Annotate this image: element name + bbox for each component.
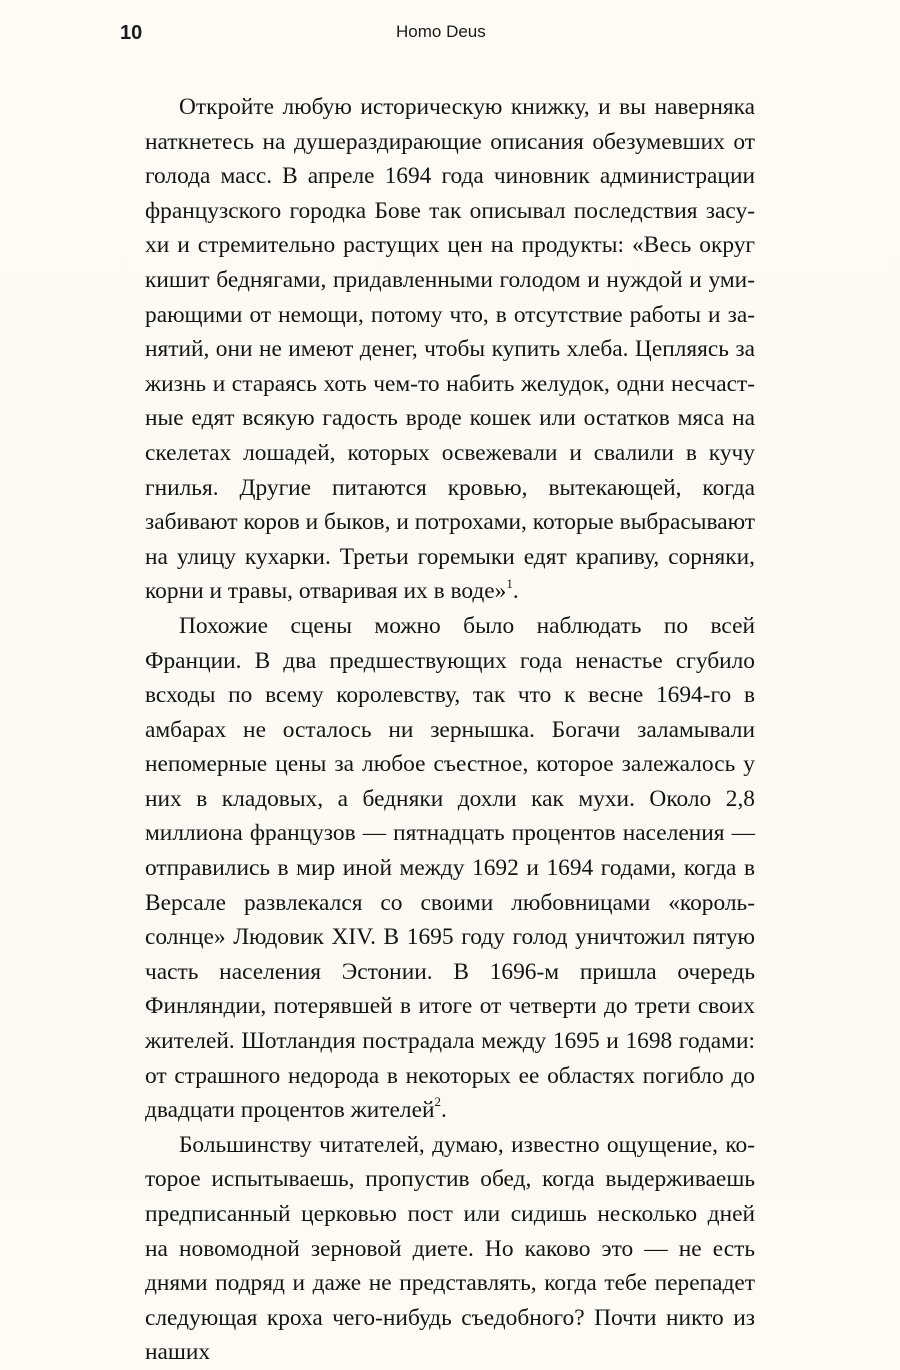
footnote-ref-1[interactable]: 1 xyxy=(506,575,513,591)
paragraph-3 xyxy=(145,1128,755,1370)
paragraph-1-end-punct: . xyxy=(512,578,519,605)
paragraph-3-text: Большинству читателей, думаю, известно ощущение, которое испытываешь, пропустив обед, когда выдерживаешь предписанный церковью пост или сидишь несколько дней на новомодной зерновой диете. Но каково это — не есть днями подряд и даже не представлять, когда тебе перепадет следующая кроха чего-нибудь съедобного? Почти никто из наших xyxy=(145,1131,755,1366)
body-text xyxy=(145,90,755,1370)
book-title: Homo Deus xyxy=(396,22,486,41)
paragraph-2-text: Похожие сцены можно было наблюдать по всей Франции. В два предшествующих года ненастье сгубило всходы по всему королевству, так что к весне 1694-го в амбарах не осталось ни зернышка. Богачи заламывали непомерные цены за любое съестное, которое залежалось у них в кладовых, а бедняки дохли как мухи. Около 2,8 миллиона французов — пятнадцать процентов населения — отправились в мир иной между 1692 и 1694 годами, когда в Версале развлекался со своими любовницами «король-солнце» Людовик XIV. В 1695 году голод уничтожил пятую часть населения Эстонии. В 1696-м пришла очередь Финляндии, потерявшей в итоге от четверти до трети своих жителей. Шотландия пострадала между 1695 и 1698 годами: от страшного недорода в некоторых ее областях погибло до двадцати процентов жителей xyxy=(145,612,755,1124)
paragraph-1 xyxy=(145,90,755,609)
footnote-ref-2[interactable]: 2 xyxy=(434,1094,441,1110)
paragraph-1-text: Откройте любую историческую книжку, и вы наверняка наткнетесь на душераздирающие описания обезумевших от голода масс. В апреле 1694 года чиновник администрации французского городка Бове так описывал последствия засухи и стремительно растущих цен на продукты: «Весь округ кишит беднягами, придавленными голодом и нуждой и умирающими от немощи, потому что, в отсутствие работы и занятий, они не имеют денег, чтобы купить хлеба. Цепляясь за жизнь и стараясь хоть чем-то набить желудок, одни несчастные едят всякую гадость вроде кошек или остатков мяса на скелетах лошадей, которых освежевали и свалили в кучу гнилья. Другие питаются кровью, вытекающей, когда забивают коров и быков, и потрохами, которые выбрасывают на улицу кухарки. Третьи горемыки едят крапиву, сорняки, корни и травы, отваривая их в воде» xyxy=(145,94,755,605)
paragraph-2-end-punct: . xyxy=(440,1097,447,1124)
running-head xyxy=(120,22,760,52)
page-number: 10 xyxy=(120,22,143,44)
paragraph-2 xyxy=(145,609,755,1128)
